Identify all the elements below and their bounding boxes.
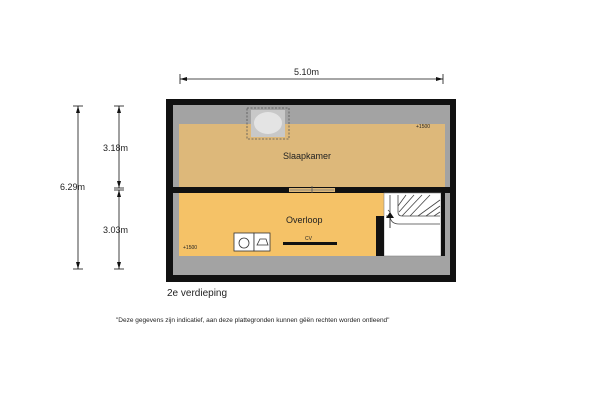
dimension-height-upper-label: 3.18m	[103, 143, 129, 153]
stairwell	[384, 193, 441, 256]
dryer	[254, 233, 270, 251]
cv-label: CV	[305, 236, 312, 242]
room-label-slaapkamer: Slaapkamer	[283, 151, 332, 161]
level-marker-overloop: +1500	[183, 245, 198, 251]
dimension-height-lower-label: 3.03m	[103, 225, 129, 235]
disclaimer-text: "Deze gegevens zijn indicatief, aan deze plattegronden kunnen gёёn rechten worden ontleend"	[116, 317, 390, 324]
floor-label: 2e verdieping	[167, 288, 228, 299]
dimension-width-label: 5.10m	[294, 67, 320, 77]
dimension-height-total-label: 6.29m	[60, 182, 86, 192]
stair-wall-right	[441, 193, 445, 256]
cv-unit	[283, 242, 337, 245]
overloop-floor	[179, 193, 384, 256]
stair-wall	[376, 216, 384, 256]
room-label-overloop: Overloop	[286, 215, 323, 225]
level-marker-slaapkamer: +1500	[416, 124, 431, 130]
